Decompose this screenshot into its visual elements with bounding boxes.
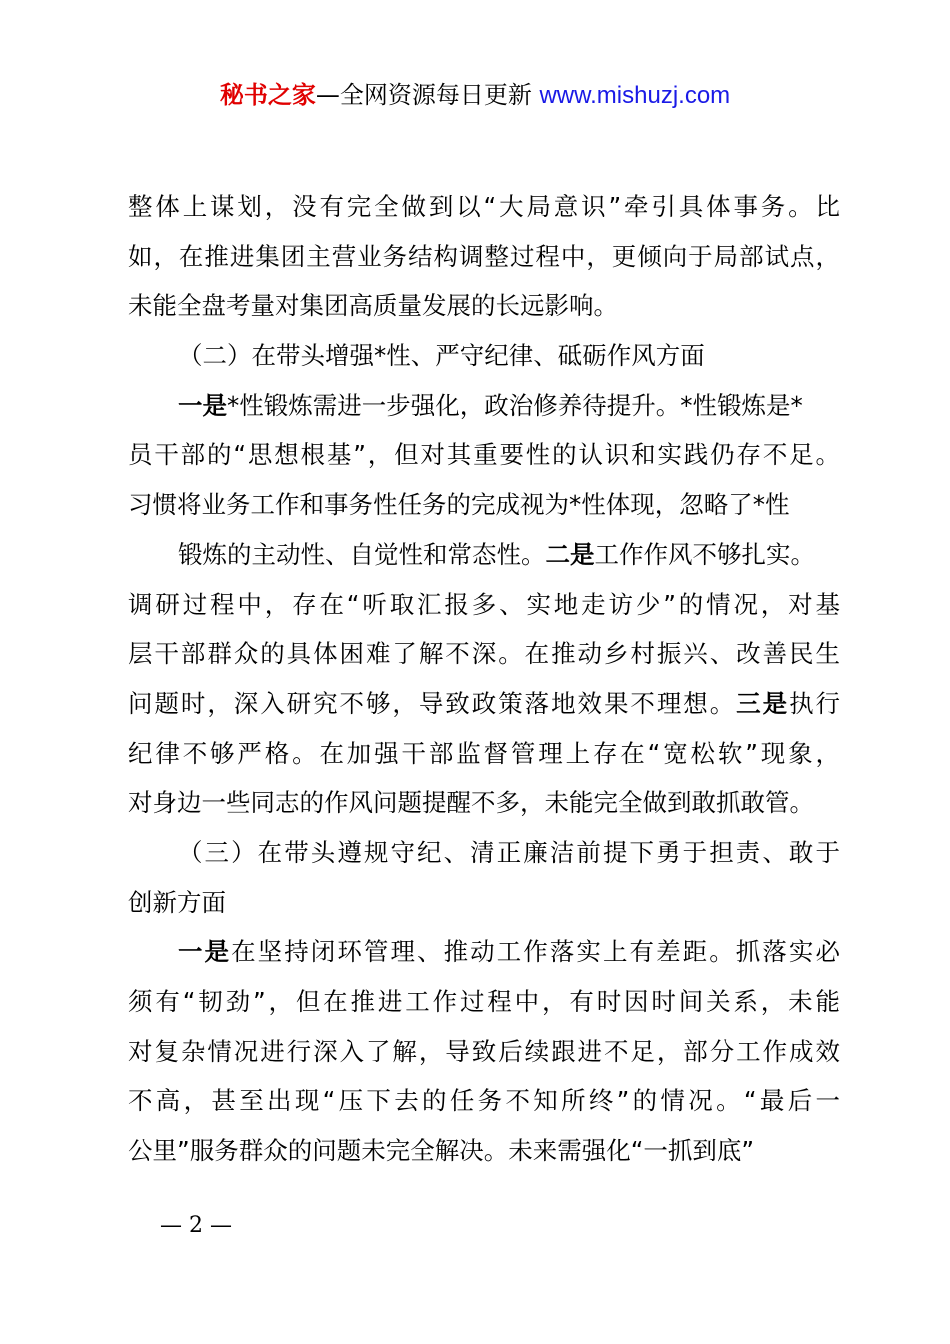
text-line: 调研过程中，存在“听取汇报多、实地走访少”的情况，对基 bbox=[128, 589, 840, 619]
text-line: 习惯将业务工作和事务性任务的完成视为*性体现，忽略了*性 bbox=[128, 490, 790, 520]
text-line: 对复杂情况进行深入了解，导致后续跟进不足，部分工作成效 bbox=[128, 1036, 840, 1066]
text-line: 一是*性锻炼需进一步强化，政治修养待提升。*性锻炼是* bbox=[178, 390, 803, 420]
text-line: 对身边一些同志的作风问题提醒不多，未能完全做到敢抓敢管。 bbox=[128, 788, 814, 818]
page-number: — 2 — bbox=[160, 1213, 232, 1238]
text-line: 公里”服务群众的问题未完全解决。未来需强化“一抓到底” bbox=[128, 1136, 755, 1166]
text-line: 不高，甚至出现“压下去的任务不知所终”的情况。“最后一 bbox=[128, 1086, 840, 1116]
site-header bbox=[0, 80, 950, 111]
text-line: 层干部群众的具体困难了解不深。在推动乡村振兴、改善民生 bbox=[128, 639, 840, 669]
point-label: 二是 bbox=[545, 539, 595, 569]
section-heading-2: （二）在带头增强*性、严守纪律、砥砺作风方面 bbox=[178, 341, 705, 371]
point-label: 一是 bbox=[178, 937, 232, 967]
point-label: 三是 bbox=[736, 688, 790, 718]
brand-name: 秘书之家 bbox=[219, 81, 316, 109]
site-url-link[interactable]: www.mishuzj.com bbox=[539, 82, 731, 109]
text-line: 如，在推进集团主营业务结构调整过程中，更倾向于局部试点， bbox=[128, 241, 840, 271]
text-line: 须有“韧劲”，但在推进工作过程中，有时因时间关系，未能 bbox=[128, 987, 840, 1016]
document-body bbox=[128, 182, 840, 1176]
text-line: 员干部的“思想根基”，但对其重要性的认识和实践仍存不足。 bbox=[128, 440, 840, 470]
text-line: 问题时，深入研究不够，导致政策落地效果不理想。三是执行 bbox=[128, 688, 841, 718]
text-line: 整体上谋划，没有完全做到以“大局意识”牵引具体事务。比 bbox=[128, 192, 840, 221]
point-label: 一是 bbox=[178, 390, 227, 420]
header-tagline: —全网资源每日更新 bbox=[315, 81, 540, 109]
section-heading-3-cont: 创新方面 bbox=[128, 887, 226, 917]
text-line: 一是在坚持闭环管理、推动工作落实上有差距。抓落实必 bbox=[178, 937, 840, 967]
text-line: 纪律不够严格。在加强干部监督管理上存在“宽松软”现象， bbox=[128, 738, 840, 768]
text-line: 锻炼的主动性、自觉性和常态性。二是工作作风不够扎实。 bbox=[178, 539, 815, 569]
text-line: 未能全盘考量对集团高质量发展的长远影响。 bbox=[128, 291, 618, 321]
section-heading-3: （三）在带头遵规守纪、清正廉洁前提下勇于担责、敢于 bbox=[178, 837, 840, 867]
